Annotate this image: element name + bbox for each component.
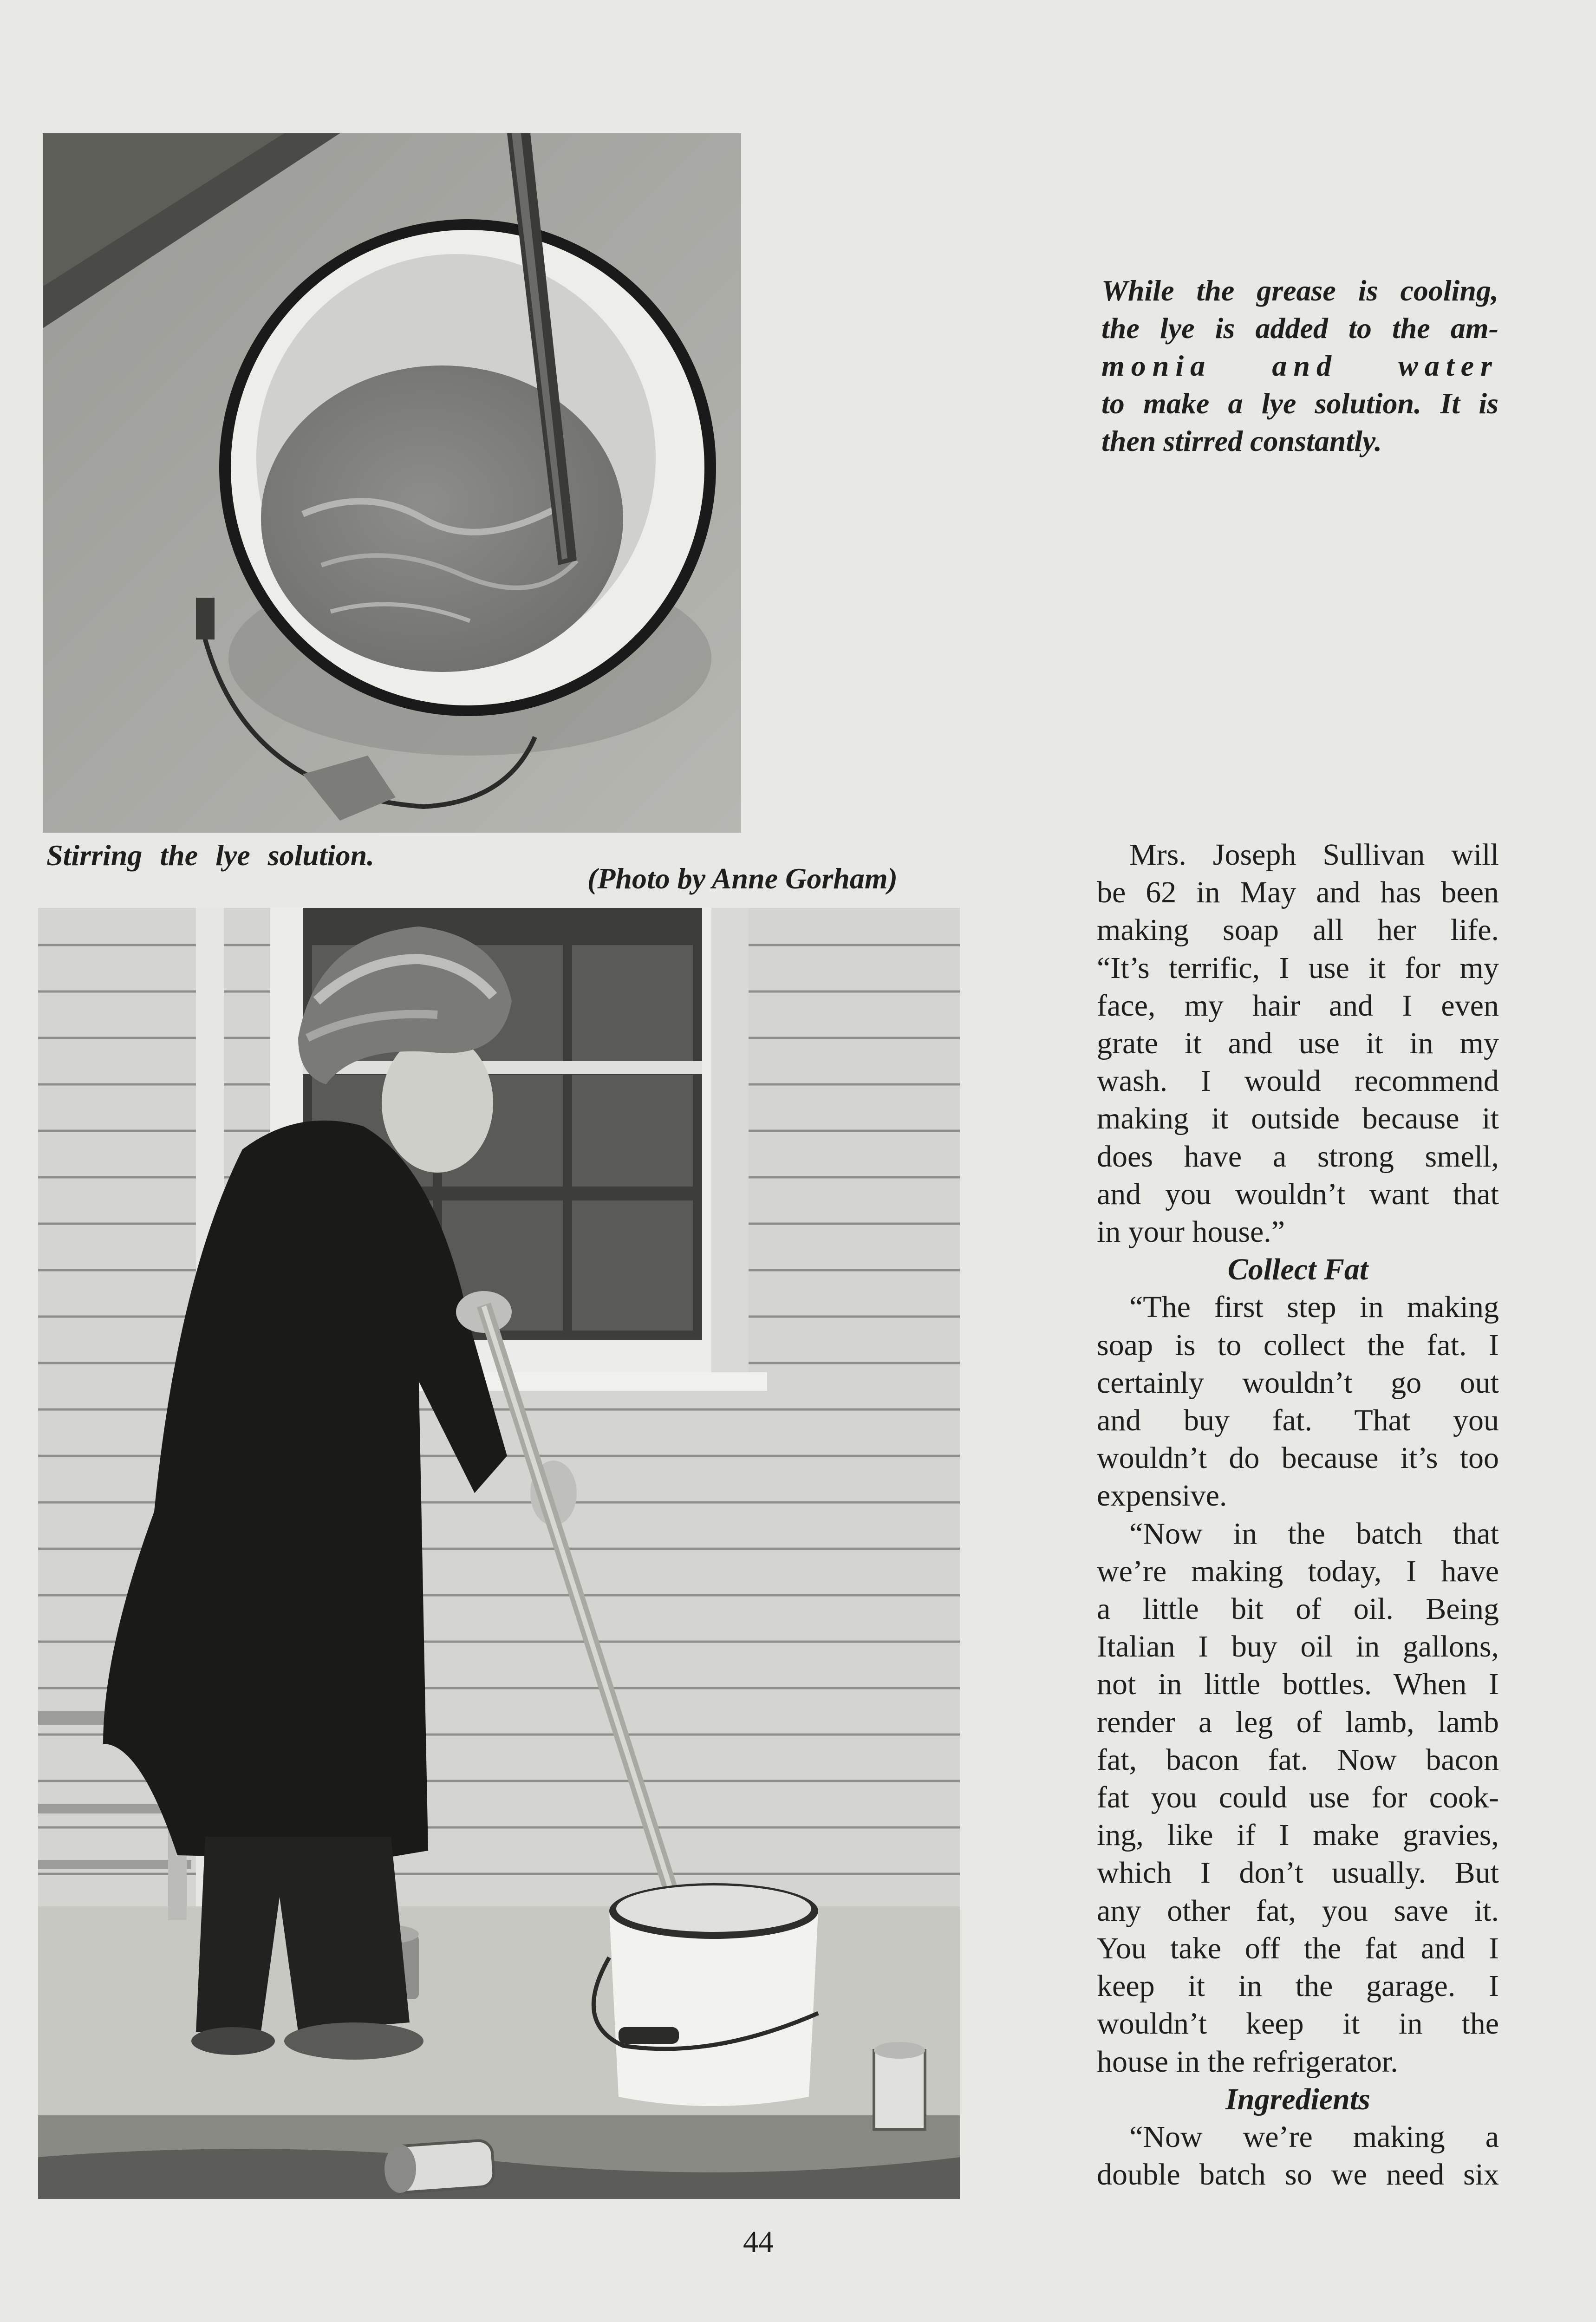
article-line: does have a strong smell,	[1097, 1139, 1499, 1174]
article-line: a little bit of oil. Being	[1097, 1592, 1499, 1626]
side-caption-line: to make a lye solution. It is	[1101, 387, 1498, 420]
article-line: keep it in the garage. I	[1097, 1969, 1499, 2003]
article-line: “The first step in making	[1129, 1290, 1499, 1324]
photo-caption: Stirring the lye solution.	[46, 839, 375, 872]
woman-stirring-image	[38, 908, 960, 2199]
article-line: not in little bottles. When I	[1097, 1667, 1499, 1702]
article-line: double batch so we need six	[1097, 2158, 1499, 2192]
article-line: Mrs. Joseph Sullivan will	[1129, 838, 1499, 872]
article-line: soap is to collect the fat. I	[1097, 1328, 1499, 1362]
article-line: “Now we’re making a	[1129, 2120, 1499, 2154]
lye-bucket-photo	[43, 133, 741, 833]
side-caption-line: the lye is added to the am-	[1101, 312, 1498, 345]
article-line: making it outside because it	[1097, 1102, 1499, 1136]
article-line: wouldn’t do because it’s too	[1097, 1441, 1499, 1475]
article-line: making soap all her life.	[1097, 913, 1499, 947]
photo-credit: (Photo by Anne Gorham)	[587, 862, 898, 895]
lye-bucket-image	[43, 133, 741, 833]
article-line: wouldn’t keep it in the	[1097, 2007, 1499, 2041]
article-line: be 62 in May and has been	[1097, 875, 1499, 910]
article-line: ing, like if I make gravies,	[1097, 1818, 1499, 1852]
article-line: grate it and use it in my	[1097, 1026, 1499, 1061]
article-line: render a leg of lamb, lamb	[1097, 1705, 1499, 1739]
article-line: “It’s terrific, I use it for my	[1097, 951, 1499, 985]
side-caption-line: While the grease is cooling,	[1101, 274, 1498, 307]
article-line: and buy fat. That you	[1097, 1403, 1499, 1438]
side-caption-line: monia and water	[1101, 349, 1498, 382]
article-line: we’re making today, I have	[1097, 1554, 1499, 1588]
page-number: 44	[743, 2225, 774, 2259]
subheading-ingredients: Ingredients	[1225, 2082, 1370, 2116]
article-line: wash. I would recommend	[1097, 1064, 1499, 1098]
side-caption-line: then stirred constantly.	[1101, 424, 1382, 457]
article-line: any other fat, you save it.	[1097, 1893, 1499, 1928]
article-line: fat you could use for cook-	[1097, 1781, 1499, 1815]
article-line: You take off the fat and I	[1097, 1931, 1499, 1965]
side-caption	[1101, 272, 1498, 460]
article-line: face, my hair and I even	[1097, 988, 1499, 1023]
subheading-collect-fat: Collect Fat	[1227, 1252, 1368, 1287]
article-line: in your house.”	[1097, 1215, 1285, 1249]
article-line: house in the refrigerator.	[1097, 2044, 1398, 2079]
article-line: expensive.	[1097, 1479, 1227, 1513]
article-line: and you wouldn’t want that	[1097, 1177, 1499, 1211]
article-line: which I don’t usually. But	[1097, 1856, 1499, 1890]
article-line: fat, bacon fat. Now bacon	[1097, 1742, 1499, 1777]
woman-stirring-photo	[38, 908, 960, 2199]
article-line: “Now in the batch that	[1129, 1516, 1499, 1551]
article-line: certainly wouldn’t go out	[1097, 1365, 1499, 1400]
article-line: Italian I buy oil in gallons,	[1097, 1630, 1499, 1664]
article-body	[1097, 836, 1499, 2193]
